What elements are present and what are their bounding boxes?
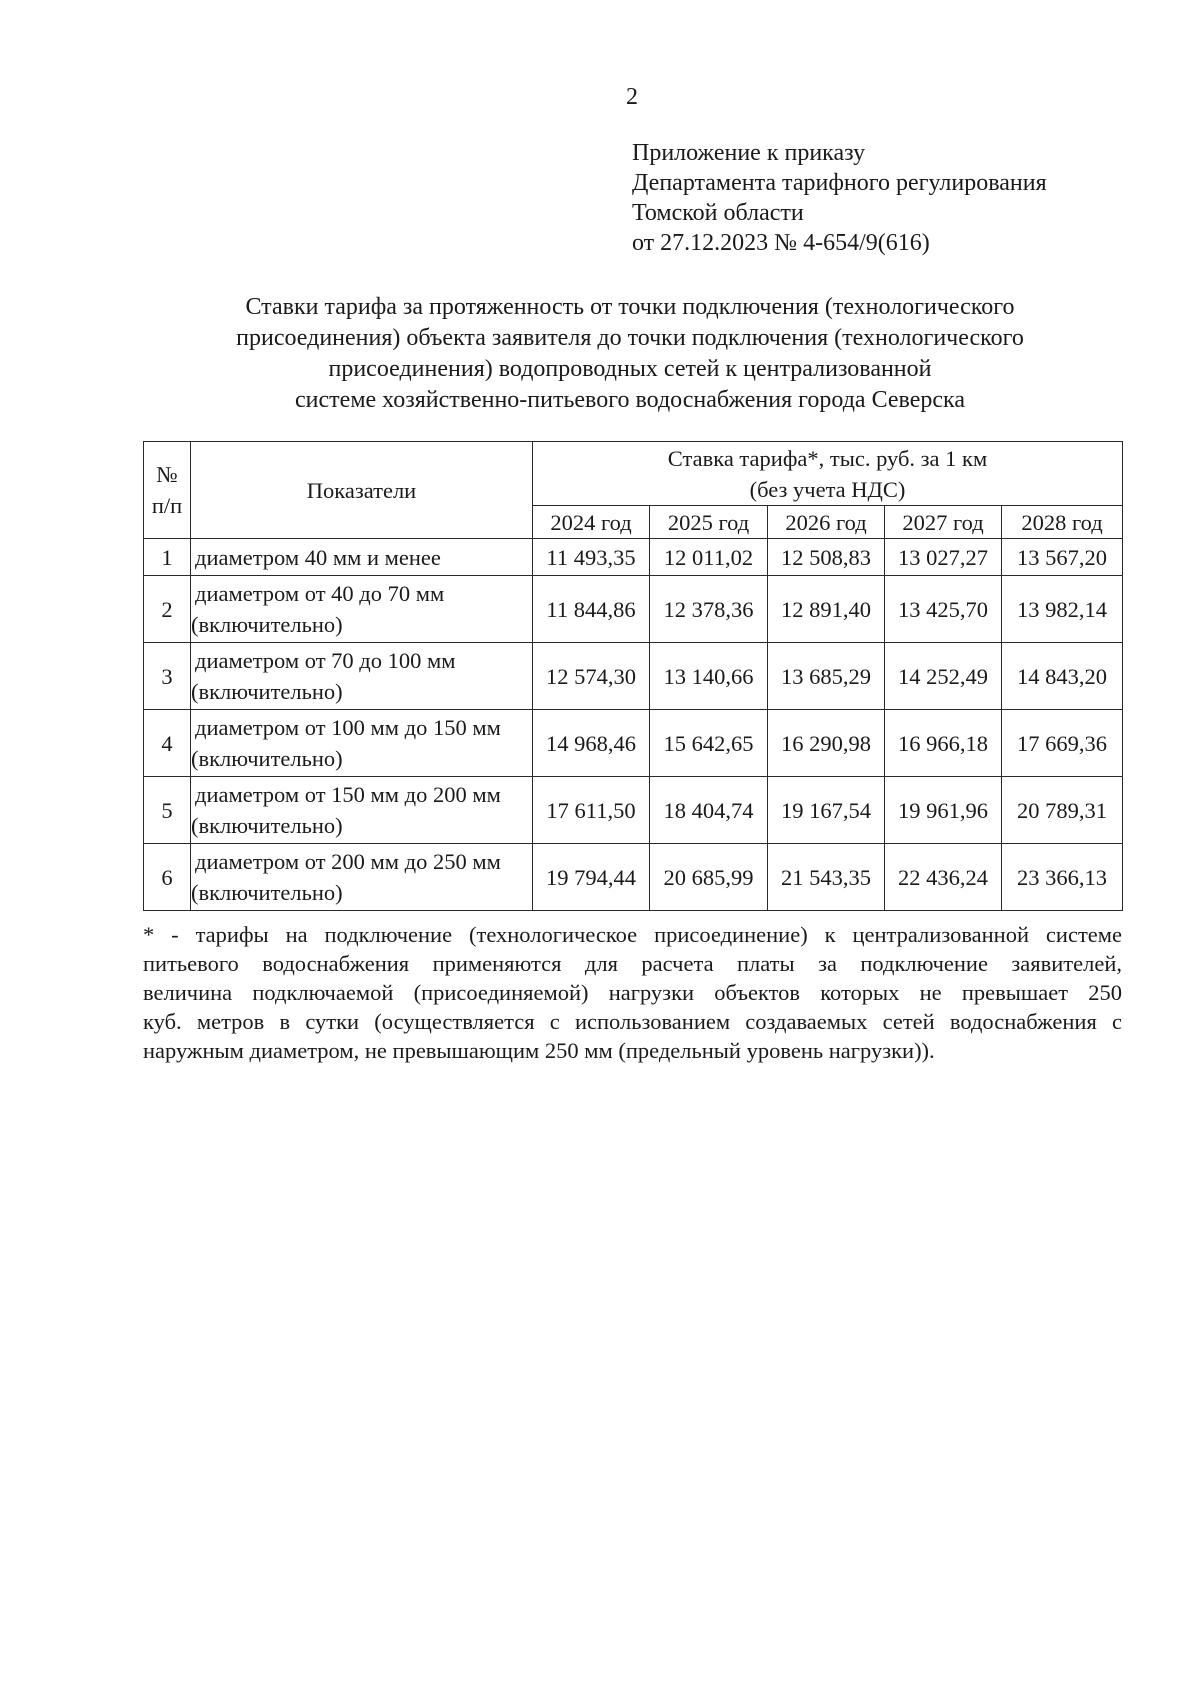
header-rate (533, 442, 1123, 506)
rate-value: 16 966,18 (885, 710, 1002, 777)
table-row (144, 643, 1123, 710)
footnote-line: величина подключаемой (присоединяемой) нагрузки объектов которых не превышает 250 (143, 980, 1122, 1005)
header-rate-title: Ставка тарифа*, тыс. руб. за 1 км (667, 445, 988, 471)
indicator-text: диаметром от 70 до 100 мм (195, 648, 456, 673)
table-row (144, 710, 1123, 777)
row-indicator (191, 643, 533, 710)
header-year: 2024 год (533, 506, 650, 539)
footnote-line: куб. метров в сутки (осуществляется с использованием создаваемых сетей водоснабжения с (143, 1009, 1122, 1034)
rate-value: 17 669,36 (1002, 710, 1123, 777)
appendix-line: Томской области (632, 200, 804, 226)
row-number: 2 (144, 576, 191, 643)
header-num-abbr: п/п (151, 493, 183, 518)
rate-value: 15 642,65 (650, 710, 768, 777)
rate-value: 23 366,13 (1002, 844, 1123, 911)
row-number: 5 (144, 777, 191, 844)
document-title (140, 292, 1120, 416)
indicator-text: диаметром от 100 мм до 150 мм (195, 715, 501, 740)
row-number: 1 (144, 539, 191, 576)
indicator-text: диаметром от 40 до 70 мм (195, 581, 445, 606)
title-line: присоединения) объекта заявителя до точки подключения (технологического (236, 325, 1024, 351)
footnote-line: питьевого водоснабжения применяются для расчета платы за подключение заявителей, (143, 951, 1122, 976)
header-year: 2025 год (650, 506, 768, 539)
rate-value: 12 574,30 (533, 643, 650, 710)
appendix-line: от 27.12.2023 № 4-654/9(616) (632, 230, 930, 256)
title-line: присоединения) водопроводных сетей к централизованной (328, 356, 932, 382)
rate-value: 12 891,40 (768, 576, 885, 643)
footnote-line: наружным диаметром, не превышающим 250 мм (предельный уровень нагрузки)). (143, 1038, 935, 1063)
row-indicator (191, 844, 533, 911)
row-number: 4 (144, 710, 191, 777)
indicator-text: диаметром 40 мм и менее (195, 544, 441, 570)
title-line: системе хозяйственно-питьевого водоснабжения города Северска (295, 387, 965, 413)
tariff-table (143, 441, 1123, 911)
rate-value: 13 982,14 (1002, 576, 1123, 643)
rate-value: 14 843,20 (1002, 643, 1123, 710)
header-indicator: Показатели (191, 442, 533, 539)
footnote-line: * - тарифы на подключение (технологическое присоединение) к централизованной системе (143, 922, 1122, 947)
appendix-line: Департамента тарифного регулирования (632, 170, 1047, 196)
page-number: 2 (626, 84, 638, 110)
row-indicator (191, 777, 533, 844)
appendix-line: Приложение к приказу (632, 140, 866, 166)
indicator-note: (включительно) (191, 746, 343, 771)
table-row (144, 777, 1123, 844)
footnote (143, 920, 1122, 1065)
appendix-block (632, 138, 1047, 258)
table-header-row (144, 442, 1123, 506)
rate-value: 22 436,24 (885, 844, 1002, 911)
rate-value: 13 567,20 (1002, 539, 1123, 576)
rate-value: 20 685,99 (650, 844, 768, 911)
row-number: 6 (144, 844, 191, 911)
indicator-note: (включительно) (191, 813, 343, 838)
header-rate-note: (без учета НДС) (749, 476, 906, 502)
rate-value: 19 167,54 (768, 777, 885, 844)
rate-value: 20 789,31 (1002, 777, 1123, 844)
rate-value: 19 794,44 (533, 844, 650, 911)
rate-value: 19 961,96 (885, 777, 1002, 844)
header-num-symbol: № (156, 462, 178, 487)
header-year: 2026 год (768, 506, 885, 539)
rate-value: 14 968,46 (533, 710, 650, 777)
rate-value: 11 493,35 (533, 539, 650, 576)
rate-value: 16 290,98 (768, 710, 885, 777)
indicator-note: (включительно) (191, 880, 343, 905)
row-indicator (191, 539, 533, 576)
rate-value: 12 378,36 (650, 576, 768, 643)
indicator-note: (включительно) (191, 679, 343, 704)
table-row (144, 844, 1123, 911)
rate-value: 13 027,27 (885, 539, 1002, 576)
rate-value: 12 011,02 (650, 539, 768, 576)
rate-value: 18 404,74 (650, 777, 768, 844)
rate-value: 13 685,29 (768, 643, 885, 710)
header-year: 2028 год (1002, 506, 1123, 539)
row-number: 3 (144, 643, 191, 710)
indicator-note: (включительно) (191, 612, 343, 637)
row-indicator (191, 710, 533, 777)
indicator-text: диаметром от 150 мм до 200 мм (195, 782, 501, 807)
header-year: 2027 год (885, 506, 1002, 539)
rate-value: 13 425,70 (885, 576, 1002, 643)
table-row (144, 539, 1123, 576)
rate-value: 14 252,49 (885, 643, 1002, 710)
table-row (144, 576, 1123, 643)
title-line: Ставки тарифа за протяженность от точки подключения (технологического (245, 294, 1015, 320)
rate-value: 21 543,35 (768, 844, 885, 911)
row-indicator (191, 576, 533, 643)
header-num (144, 442, 191, 539)
indicator-text: диаметром от 200 мм до 250 мм (195, 849, 501, 874)
rate-value: 11 844,86 (533, 576, 650, 643)
rate-value: 12 508,83 (768, 539, 885, 576)
rate-value: 17 611,50 (533, 777, 650, 844)
rate-value: 13 140,66 (650, 643, 768, 710)
